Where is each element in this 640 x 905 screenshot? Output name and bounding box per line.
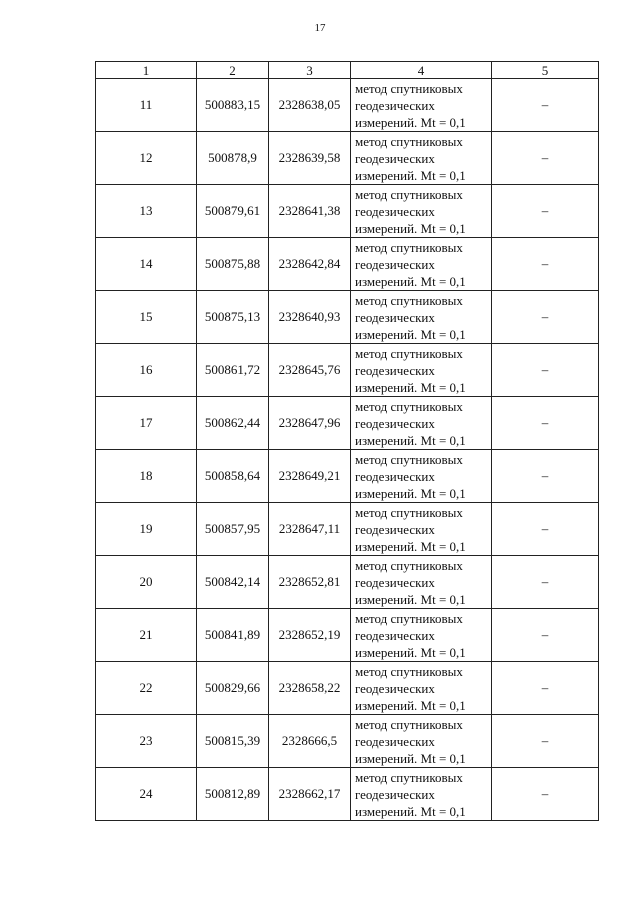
note-cell: – [492,238,599,291]
method-text-line: метод спутниковых [355,451,463,467]
point-number-cell: 22 [96,662,197,715]
method-text-line: геодезических [355,680,435,696]
method-text-line: метод спутниковых [355,239,463,255]
method-cell [351,768,492,821]
x-coordinate-cell: 500858,64 [197,450,269,503]
method-text-line: геодезических [355,415,435,431]
x-coordinate-cell: 500812,89 [197,768,269,821]
method-text-line: геодезических [355,733,435,749]
method-cell [351,609,492,662]
method-text-line: метод спутниковых [355,663,463,679]
y-coordinate-cell: 2328652,19 [269,609,351,662]
method-text-line: измерений. Mt = 0,1 [355,273,466,289]
method-text-line: геодезических [355,203,435,219]
point-number-cell: 14 [96,238,197,291]
note-cell: – [492,344,599,397]
note-cell: – [492,397,599,450]
note-cell: – [492,450,599,503]
method-cell [351,185,492,238]
point-number-cell: 18 [96,450,197,503]
x-coordinate-cell: 500861,72 [197,344,269,397]
method-text-line: измерений. Mt = 0,1 [355,591,466,607]
note-cell: – [492,662,599,715]
method-text-line: геодезических [355,309,435,325]
table-row [96,238,599,291]
point-number-cell: 11 [96,79,197,132]
method-text-line: измерений. Mt = 0,1 [355,167,466,183]
y-coordinate-cell: 2328652,81 [269,556,351,609]
method-cell [351,450,492,503]
column-header-1: 1 [96,62,197,79]
method-cell [351,503,492,556]
y-coordinate-cell: 2328642,84 [269,238,351,291]
note-cell: – [492,132,599,185]
method-text-line: измерений. Mt = 0,1 [355,644,466,660]
table-row [96,291,599,344]
method-text-line: метод спутниковых [355,504,463,520]
table-row [96,79,599,132]
point-number-cell: 12 [96,132,197,185]
header-row [96,62,599,79]
x-coordinate-cell: 500875,13 [197,291,269,344]
method-text-line: геодезических [355,150,435,166]
method-text-line: геодезических [355,97,435,113]
y-coordinate-cell: 2328662,17 [269,768,351,821]
note-cell: – [492,503,599,556]
method-cell [351,344,492,397]
y-coordinate-cell: 2328658,22 [269,662,351,715]
method-text-line: измерений. Mt = 0,1 [355,220,466,236]
table-row [96,132,599,185]
x-coordinate-cell: 500857,95 [197,503,269,556]
coordinates-table [95,61,599,821]
method-text-line: геодезических [355,627,435,643]
y-coordinate-cell: 2328647,96 [269,397,351,450]
column-header-2: 2 [197,62,269,79]
note-cell: – [492,609,599,662]
table-row [96,556,599,609]
y-coordinate-cell: 2328641,38 [269,185,351,238]
method-text-line: измерений. Mt = 0,1 [355,432,466,448]
note-cell: – [492,79,599,132]
point-number-cell: 19 [96,503,197,556]
table-row [96,609,599,662]
y-coordinate-cell: 2328645,76 [269,344,351,397]
note-cell: – [492,768,599,821]
method-text-line: измерений. Mt = 0,1 [355,114,466,130]
note-cell: – [492,715,599,768]
method-text-line: геодезических [355,362,435,378]
column-header-5: 5 [492,62,599,79]
method-text-line: измерений. Mt = 0,1 [355,803,466,819]
point-number-cell: 20 [96,556,197,609]
point-number-cell: 17 [96,397,197,450]
method-text-line: метод спутниковых [355,557,463,573]
table-row [96,715,599,768]
method-cell [351,291,492,344]
method-text-line: геодезических [355,256,435,272]
method-text-line: измерений. Mt = 0,1 [355,326,466,342]
note-cell: – [492,291,599,344]
method-text-line: метод спутниковых [355,610,463,626]
method-text-line: метод спутниковых [355,769,463,785]
column-header-4: 4 [351,62,492,79]
column-header-3: 3 [269,62,351,79]
method-cell [351,662,492,715]
point-number-cell: 21 [96,609,197,662]
table-row [96,662,599,715]
point-number-cell: 23 [96,715,197,768]
point-number-cell: 15 [96,291,197,344]
point-number-cell: 13 [96,185,197,238]
y-coordinate-cell: 2328638,05 [269,79,351,132]
method-cell [351,715,492,768]
method-text-line: метод спутниковых [355,398,463,414]
method-text-line: метод спутниковых [355,80,463,96]
method-text-line: метод спутниковых [355,716,463,732]
x-coordinate-cell: 500875,88 [197,238,269,291]
page-number: 17 [314,22,326,34]
y-coordinate-cell: 2328649,21 [269,450,351,503]
y-coordinate-cell: 2328666,5 [269,715,351,768]
method-text-line: метод спутниковых [355,292,463,308]
y-coordinate-cell: 2328639,58 [269,132,351,185]
method-text-line: метод спутниковых [355,345,463,361]
point-number-cell: 16 [96,344,197,397]
method-cell [351,397,492,450]
method-text-line: метод спутниковых [355,186,463,202]
method-cell [351,79,492,132]
y-coordinate-cell: 2328647,11 [269,503,351,556]
method-text-line: измерений. Mt = 0,1 [355,538,466,554]
method-text-line: измерений. Mt = 0,1 [355,485,466,501]
method-cell [351,132,492,185]
x-coordinate-cell: 500862,44 [197,397,269,450]
note-cell: – [492,185,599,238]
x-coordinate-cell: 500829,66 [197,662,269,715]
method-text-line: геодезических [355,786,435,802]
table-row [96,503,599,556]
x-coordinate-cell: 500879,61 [197,185,269,238]
table-row [96,450,599,503]
x-coordinate-cell: 500878,9 [197,132,269,185]
method-cell [351,556,492,609]
method-text-line: измерений. Mt = 0,1 [355,379,466,395]
method-text-line: геодезических [355,468,435,484]
table-row [96,397,599,450]
method-text-line: геодезических [355,521,435,537]
table-row [96,185,599,238]
method-text-line: метод спутниковых [355,133,463,149]
table-row [96,344,599,397]
method-cell [351,238,492,291]
table-header [96,62,599,79]
method-text-line: измерений. Mt = 0,1 [355,697,466,713]
x-coordinate-cell: 500842,14 [197,556,269,609]
y-coordinate-cell: 2328640,93 [269,291,351,344]
method-text-line: измерений. Mt = 0,1 [355,750,466,766]
table-body [96,79,599,821]
method-text-line: геодезических [355,574,435,590]
x-coordinate-cell: 500815,39 [197,715,269,768]
note-cell: – [492,556,599,609]
x-coordinate-cell: 500841,89 [197,609,269,662]
point-number-cell: 24 [96,768,197,821]
x-coordinate-cell: 500883,15 [197,79,269,132]
table-row [96,768,599,821]
